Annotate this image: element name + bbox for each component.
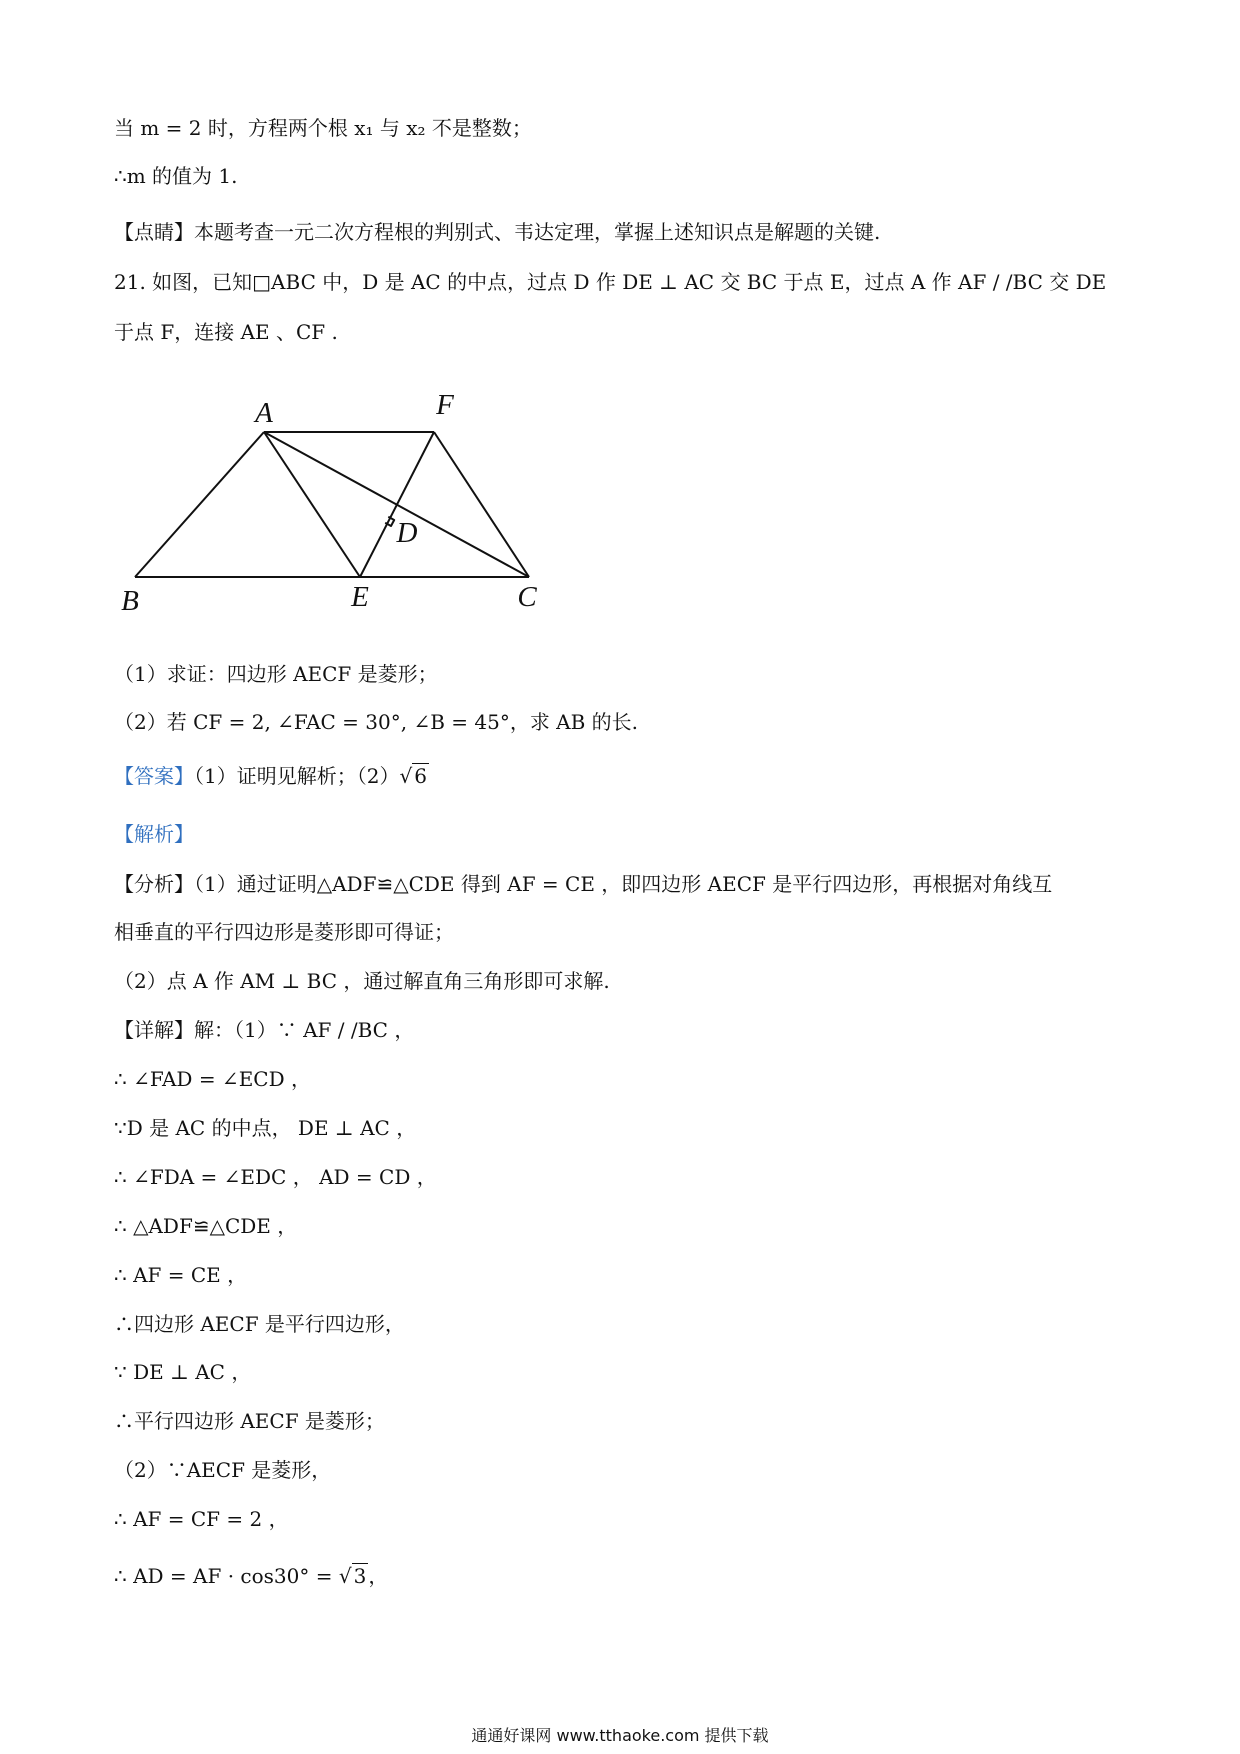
question-stem: 于点 F，连接 AE 、CF . [114, 320, 338, 344]
solution-line: ∴ ∠FAD = ∠ECD ， [114, 1067, 311, 1091]
sqrt-expression [399, 762, 428, 790]
text-line: 【点睛】本题考查一元二次方程根的判别式、韦达定理，掌握上述知识点是解题的关键. [114, 220, 881, 244]
solution-last-line [114, 1562, 388, 1590]
geometry-figure [108, 382, 568, 622]
segment-AE [264, 432, 360, 577]
solution-line: （2）点 A 作 AM ⊥ BC ，通过解直角三角形即可求解. [114, 969, 610, 993]
segment-AB [135, 432, 264, 577]
page-footer: 通通好课网 www.tthaoke.com 提供下载 [471, 1726, 769, 1745]
question-stem: 21. 如图，已知□ABC 中，D 是 AC 的中点，过点 D 作 DE ⊥ AC 交 BC 于点 E，过点 A 作 AF / /BC 交 DE [114, 270, 1107, 294]
solution-line: ∴ △ADF≌△CDE ， [114, 1214, 298, 1238]
solution-line: ∴ ∠FDA = ∠EDC ， AD = CD ， [114, 1165, 437, 1189]
solution-line: ∴ AF = CF = 2 ， [114, 1507, 289, 1531]
label-F: F [436, 389, 454, 421]
solution-line: ∴ AF = CE ， [114, 1263, 248, 1287]
segment-FE [360, 432, 434, 577]
text-line: 当 m = 2 时，方程两个根 x₁ 与 x₂ 不是整数； [114, 116, 532, 140]
label-B: B [121, 585, 139, 617]
solution-line: ∵D 是 AC 的中点， DE ⊥ AC ， [114, 1116, 417, 1140]
right-angle-mark [385, 517, 394, 526]
label-C: C [517, 581, 537, 613]
label-E: E [351, 581, 369, 613]
answer-tag: 【答案】 [114, 764, 194, 788]
solution-line: ∴平行四边形 AECF 是菱形； [114, 1409, 385, 1433]
radicand: 3 [353, 1564, 367, 1588]
label-A: A [255, 397, 273, 429]
solution-line: （2）∵AECF 是菱形， [114, 1458, 332, 1482]
solution-line: 【分析】（1）通过证明△ADF≌△CDE 得到 AF = CE ，即四边形 AECF 是平行四边形，再根据对角线互 [114, 872, 1053, 896]
question-part-1: （1）求证：四边形 AECF 是菱形； [114, 662, 438, 686]
text-line: ∴m 的值为 1. [114, 164, 238, 188]
answer-line [114, 762, 429, 790]
solution-line: 相垂直的平行四边形是菱形即可得证； [114, 920, 454, 944]
analysis-heading: 【解析】 [114, 822, 194, 846]
radicand: 6 [414, 764, 427, 788]
solution-line: ∵ DE ⊥ AC ， [114, 1360, 252, 1384]
label-D: D [396, 517, 418, 549]
radical-sign: √ [399, 764, 413, 788]
sqrt-expression [339, 1562, 368, 1590]
radical-sign: √ [338, 1564, 352, 1588]
last-line-text: ∴ AD = AF · cos30° = [114, 1564, 339, 1588]
segment-FC [434, 432, 529, 577]
solution-line: ∴四边形 AECF 是平行四边形， [114, 1312, 405, 1336]
answer-text: （1）证明见解析；（2） [194, 764, 400, 788]
question-part-2: （2）若 CF = 2, ∠FAC = 30°, ∠B = 45°，求 AB 的长. [114, 710, 639, 734]
solution-line: 【详解】解：（1）∵ AF / /BC ， [114, 1018, 415, 1042]
last-line-tail: ， [368, 1564, 389, 1588]
